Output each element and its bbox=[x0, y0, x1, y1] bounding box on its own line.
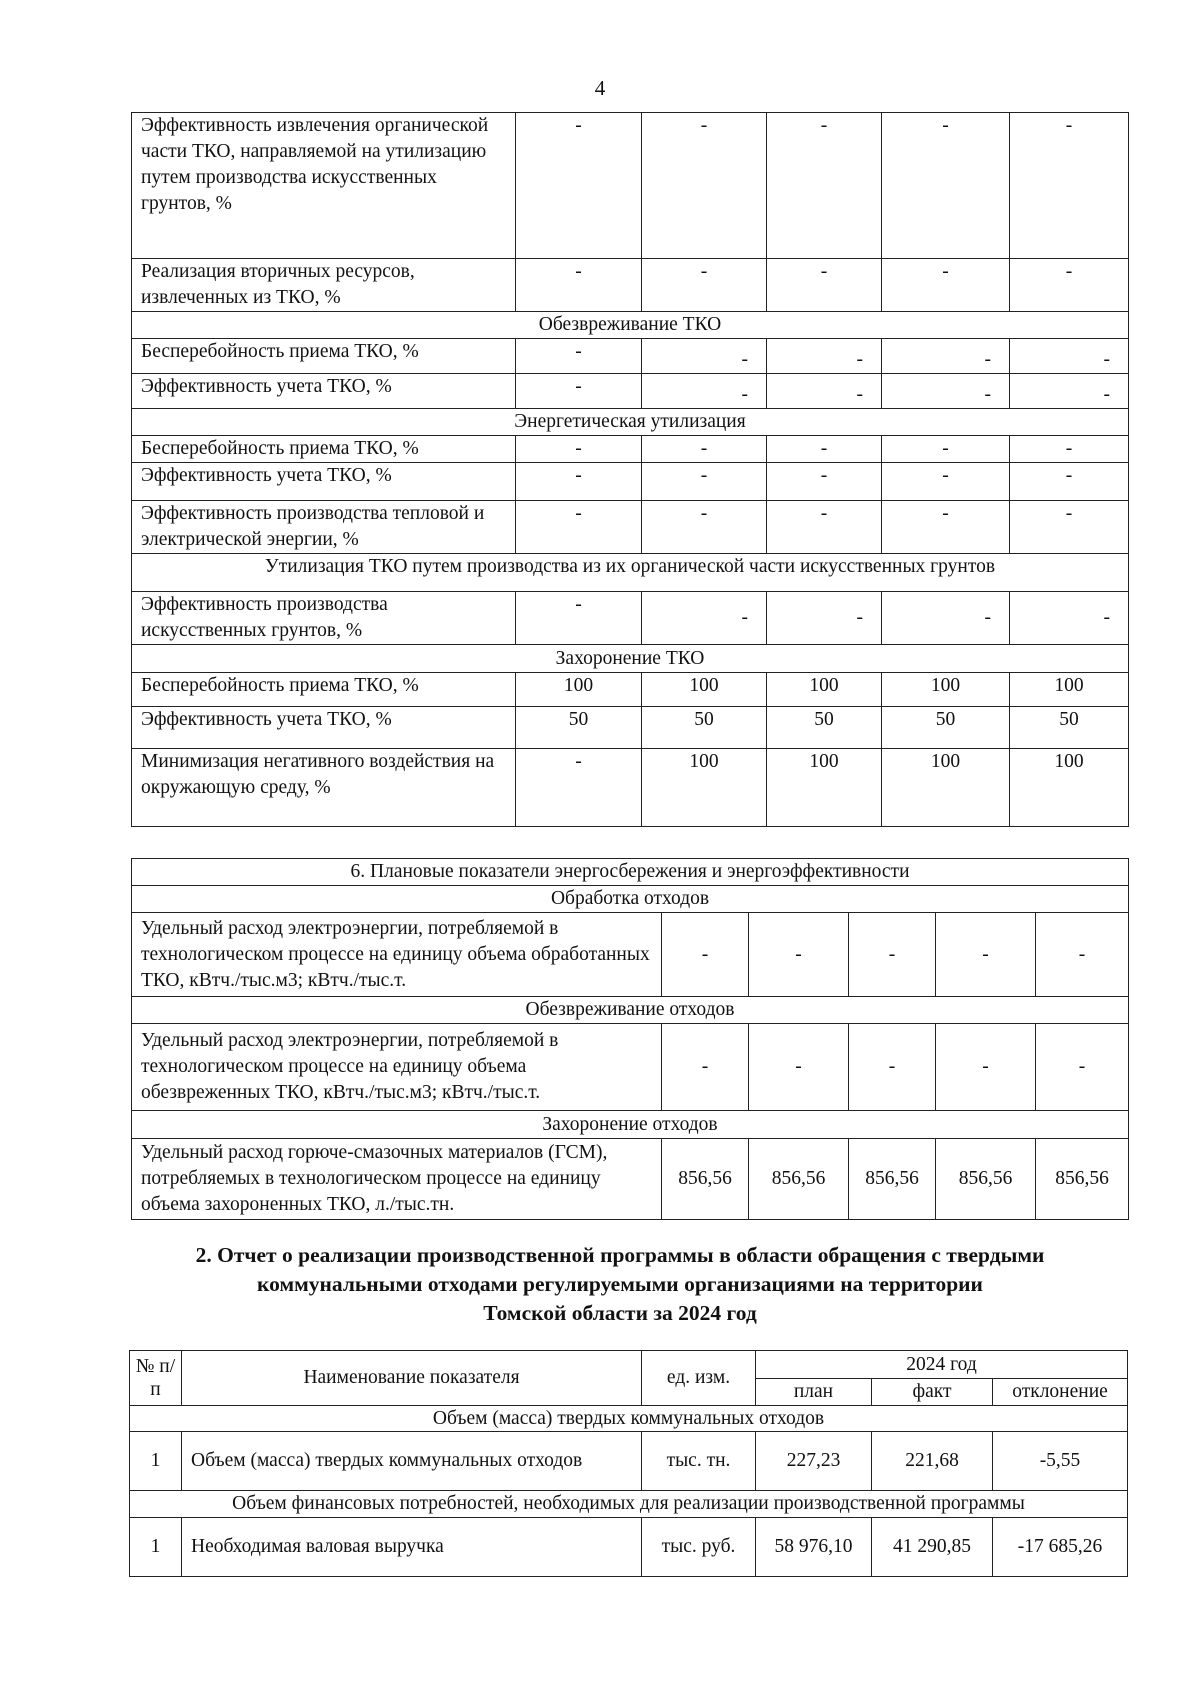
value-cell: - bbox=[1010, 463, 1129, 501]
value-cell: - bbox=[642, 501, 767, 554]
table-title: 6. Плановые показатели энергосбережения и энергоэффективности bbox=[132, 859, 1129, 886]
value-cell: 100 bbox=[882, 749, 1010, 827]
table-row bbox=[132, 501, 1129, 554]
table-row bbox=[132, 113, 1129, 259]
row-label: Необходимая валовая выручка bbox=[182, 1518, 642, 1577]
table-row bbox=[132, 1139, 1129, 1220]
plan-cell: 58 976,10 bbox=[756, 1518, 872, 1577]
header-row bbox=[130, 1351, 1128, 1379]
value-cell: - bbox=[662, 913, 749, 997]
table-row bbox=[132, 374, 1129, 409]
value-cell: - bbox=[882, 501, 1010, 554]
heading-line-2: коммунальными отходами регулируемыми организациями на территории bbox=[257, 1272, 983, 1296]
value-cell: - bbox=[1010, 436, 1129, 463]
value-cell: - bbox=[936, 913, 1036, 997]
row-label: Эффективность учета ТКО, % bbox=[132, 707, 516, 749]
row-label: Бесперебойность приема ТКО, % bbox=[132, 436, 516, 463]
section-title: Утилизация ТКО путем производства из их органической части искусственных грунтов bbox=[132, 554, 1129, 592]
value-cell: - bbox=[767, 463, 882, 501]
value-cell: - bbox=[767, 259, 882, 312]
value-cell: - bbox=[767, 339, 882, 374]
value-cell: 856,56 bbox=[662, 1139, 749, 1220]
value-cell: - bbox=[516, 113, 642, 259]
value-cell: - bbox=[767, 113, 882, 259]
row-label: Эффективность производства тепловой и электрической энергии, % bbox=[132, 501, 516, 554]
section-row bbox=[132, 409, 1129, 436]
value-cell: - bbox=[642, 113, 767, 259]
section-heading bbox=[120, 1241, 1120, 1328]
page-number: 4 bbox=[594, 76, 606, 100]
section-row bbox=[132, 645, 1129, 673]
value-cell: - bbox=[882, 592, 1010, 645]
plan-cell: 227,23 bbox=[756, 1432, 872, 1491]
section-title: Захоронение отходов bbox=[132, 1111, 1129, 1139]
section-title: Энергетическая утилизация bbox=[132, 409, 1129, 436]
row-label: Удельный расход электроэнергии, потребляемой в технологическом процессе на единицу объема обработанных ТКО, кВтч./тыс.м3; кВтч./тыс.т. bbox=[132, 913, 662, 997]
value-cell: - bbox=[516, 749, 642, 827]
row-label: Реализация вторичных ресурсов, извлеченных из ТКО, % bbox=[132, 259, 516, 312]
value-cell: - bbox=[1010, 339, 1129, 374]
value-cell: - bbox=[516, 259, 642, 312]
section-title: Обезвреживание отходов bbox=[132, 997, 1129, 1024]
value-cell: - bbox=[882, 339, 1010, 374]
table-row bbox=[132, 436, 1129, 463]
table-row bbox=[132, 749, 1129, 827]
heading-line-1: 2. Отчет о реализации производственной программы в области обращения с твердыми bbox=[195, 1243, 1045, 1267]
section-title: Объем (масса) твердых коммунальных отходов bbox=[130, 1406, 1128, 1432]
row-label: Минимизация негативного воздействия на окружающую среду, % bbox=[132, 749, 516, 827]
row-label: Эффективность учета ТКО, % bbox=[132, 374, 516, 409]
table-row bbox=[132, 673, 1129, 707]
value-cell: - bbox=[1010, 259, 1129, 312]
col-deviation-header: отклонение bbox=[993, 1379, 1128, 1406]
section-row bbox=[132, 886, 1129, 913]
value-cell: 100 bbox=[516, 673, 642, 707]
value-cell: 50 bbox=[767, 707, 882, 749]
table-row bbox=[132, 1024, 1129, 1111]
value-cell: - bbox=[642, 374, 767, 409]
value-cell: - bbox=[516, 501, 642, 554]
value-cell: 100 bbox=[642, 673, 767, 707]
section-title: Обработка отходов bbox=[132, 886, 1129, 913]
value-cell: - bbox=[662, 1024, 749, 1111]
value-cell: - bbox=[516, 339, 642, 374]
value-cell: - bbox=[1010, 592, 1129, 645]
value-cell: - bbox=[882, 436, 1010, 463]
value-cell: - bbox=[749, 913, 849, 997]
value-cell: - bbox=[749, 1024, 849, 1111]
value-cell: - bbox=[1010, 113, 1129, 259]
value-cell: - bbox=[516, 592, 642, 645]
row-number: 1 bbox=[130, 1518, 182, 1577]
row-label: Удельный расход горюче-смазочных материалов (ГСМ), потребляемых в технологическом процессе на единицу объема захороненных ТКО, л./тыс.тн. bbox=[132, 1139, 662, 1220]
section-title: Объем финансовых потребностей, необходимых для реализации производственной программы bbox=[130, 1491, 1128, 1518]
value-cell: 100 bbox=[642, 749, 767, 827]
section-title: Обезвреживание ТКО bbox=[132, 312, 1129, 339]
col-unit-header: ед. изм. bbox=[642, 1351, 756, 1406]
indicators-table-continued bbox=[131, 112, 1129, 827]
value-cell: 856,56 bbox=[749, 1139, 849, 1220]
value-cell: - bbox=[767, 592, 882, 645]
col-plan-header: план bbox=[756, 1379, 872, 1406]
value-cell: 856,56 bbox=[936, 1139, 1036, 1220]
value-cell: - bbox=[1010, 501, 1129, 554]
section-row bbox=[132, 554, 1129, 592]
value-cell: 50 bbox=[882, 707, 1010, 749]
row-label: Эффективность извлечения органической части ТКО, направляемой на утилизацию путем производства искусственных грунтов, % bbox=[132, 113, 516, 259]
value-cell: - bbox=[1010, 374, 1129, 409]
value-cell: - bbox=[882, 259, 1010, 312]
energy-efficiency-table bbox=[131, 858, 1129, 1220]
value-cell: - bbox=[642, 259, 767, 312]
value-cell: 50 bbox=[516, 707, 642, 749]
table-row bbox=[132, 592, 1129, 645]
value-cell: 50 bbox=[1010, 707, 1129, 749]
value-cell: 100 bbox=[1010, 673, 1129, 707]
table-row bbox=[132, 913, 1129, 997]
value-cell: 100 bbox=[1010, 749, 1129, 827]
section-title: Захоронение ТКО bbox=[132, 645, 1129, 673]
unit-cell: тыс. руб. bbox=[642, 1518, 756, 1577]
row-number: 1 bbox=[130, 1432, 182, 1491]
value-cell: - bbox=[516, 436, 642, 463]
section-row bbox=[132, 1111, 1129, 1139]
table-row bbox=[130, 1432, 1128, 1491]
table-row bbox=[132, 463, 1129, 501]
value-cell: - bbox=[767, 436, 882, 463]
value-cell: - bbox=[642, 592, 767, 645]
value-cell: - bbox=[882, 463, 1010, 501]
value-cell: - bbox=[849, 913, 936, 997]
value-cell: - bbox=[1036, 913, 1129, 997]
value-cell: - bbox=[642, 463, 767, 501]
heading-line-3: Томской области за 2024 год bbox=[483, 1301, 757, 1325]
col-num-header: № п/п bbox=[130, 1351, 182, 1406]
section-row bbox=[130, 1406, 1128, 1432]
value-cell: 100 bbox=[767, 749, 882, 827]
col-name-header: Наименование показателя bbox=[182, 1351, 642, 1406]
value-cell: - bbox=[642, 436, 767, 463]
row-label: Бесперебойность приема ТКО, % bbox=[132, 339, 516, 374]
value-cell: - bbox=[642, 339, 767, 374]
col-fact-header: факт bbox=[872, 1379, 993, 1406]
row-label: Эффективность учета ТКО, % bbox=[132, 463, 516, 501]
value-cell: 100 bbox=[767, 673, 882, 707]
value-cell: - bbox=[882, 113, 1010, 259]
section-row bbox=[130, 1491, 1128, 1518]
table-row bbox=[132, 707, 1129, 749]
table-row bbox=[132, 259, 1129, 312]
value-cell: 50 bbox=[642, 707, 767, 749]
value-cell: - bbox=[516, 374, 642, 409]
value-cell: - bbox=[882, 374, 1010, 409]
row-label: Объем (масса) твердых коммунальных отходов bbox=[182, 1432, 642, 1491]
deviation-cell: -17 685,26 bbox=[993, 1518, 1128, 1577]
table-row bbox=[132, 339, 1129, 374]
value-cell: - bbox=[936, 1024, 1036, 1111]
value-cell: - bbox=[516, 463, 642, 501]
section-row bbox=[132, 312, 1129, 339]
section-row bbox=[132, 997, 1129, 1024]
fact-cell: 41 290,85 bbox=[872, 1518, 993, 1577]
value-cell: 100 bbox=[882, 673, 1010, 707]
fact-cell: 221,68 bbox=[872, 1432, 993, 1491]
value-cell: - bbox=[767, 501, 882, 554]
value-cell: - bbox=[767, 374, 882, 409]
value-cell: - bbox=[849, 1024, 936, 1111]
row-label: Бесперебойность приема ТКО, % bbox=[132, 673, 516, 707]
row-label: Эффективность производства искусственных грунтов, % bbox=[132, 592, 516, 645]
value-cell: - bbox=[1036, 1024, 1129, 1111]
col-year-header: 2024 год bbox=[756, 1351, 1128, 1379]
value-cell: 856,56 bbox=[1036, 1139, 1129, 1220]
deviation-cell: -5,55 bbox=[993, 1432, 1128, 1491]
row-label: Удельный расход электроэнергии, потребляемой в технологическом процессе на единицу объема обезвреженных ТКО, кВтч./тыс.м3; кВтч./тыс.т. bbox=[132, 1024, 662, 1111]
unit-cell: тыс. тн. bbox=[642, 1432, 756, 1491]
value-cell: 856,56 bbox=[849, 1139, 936, 1220]
table-row bbox=[130, 1518, 1128, 1577]
report-table bbox=[129, 1350, 1128, 1577]
title-row bbox=[132, 859, 1129, 886]
